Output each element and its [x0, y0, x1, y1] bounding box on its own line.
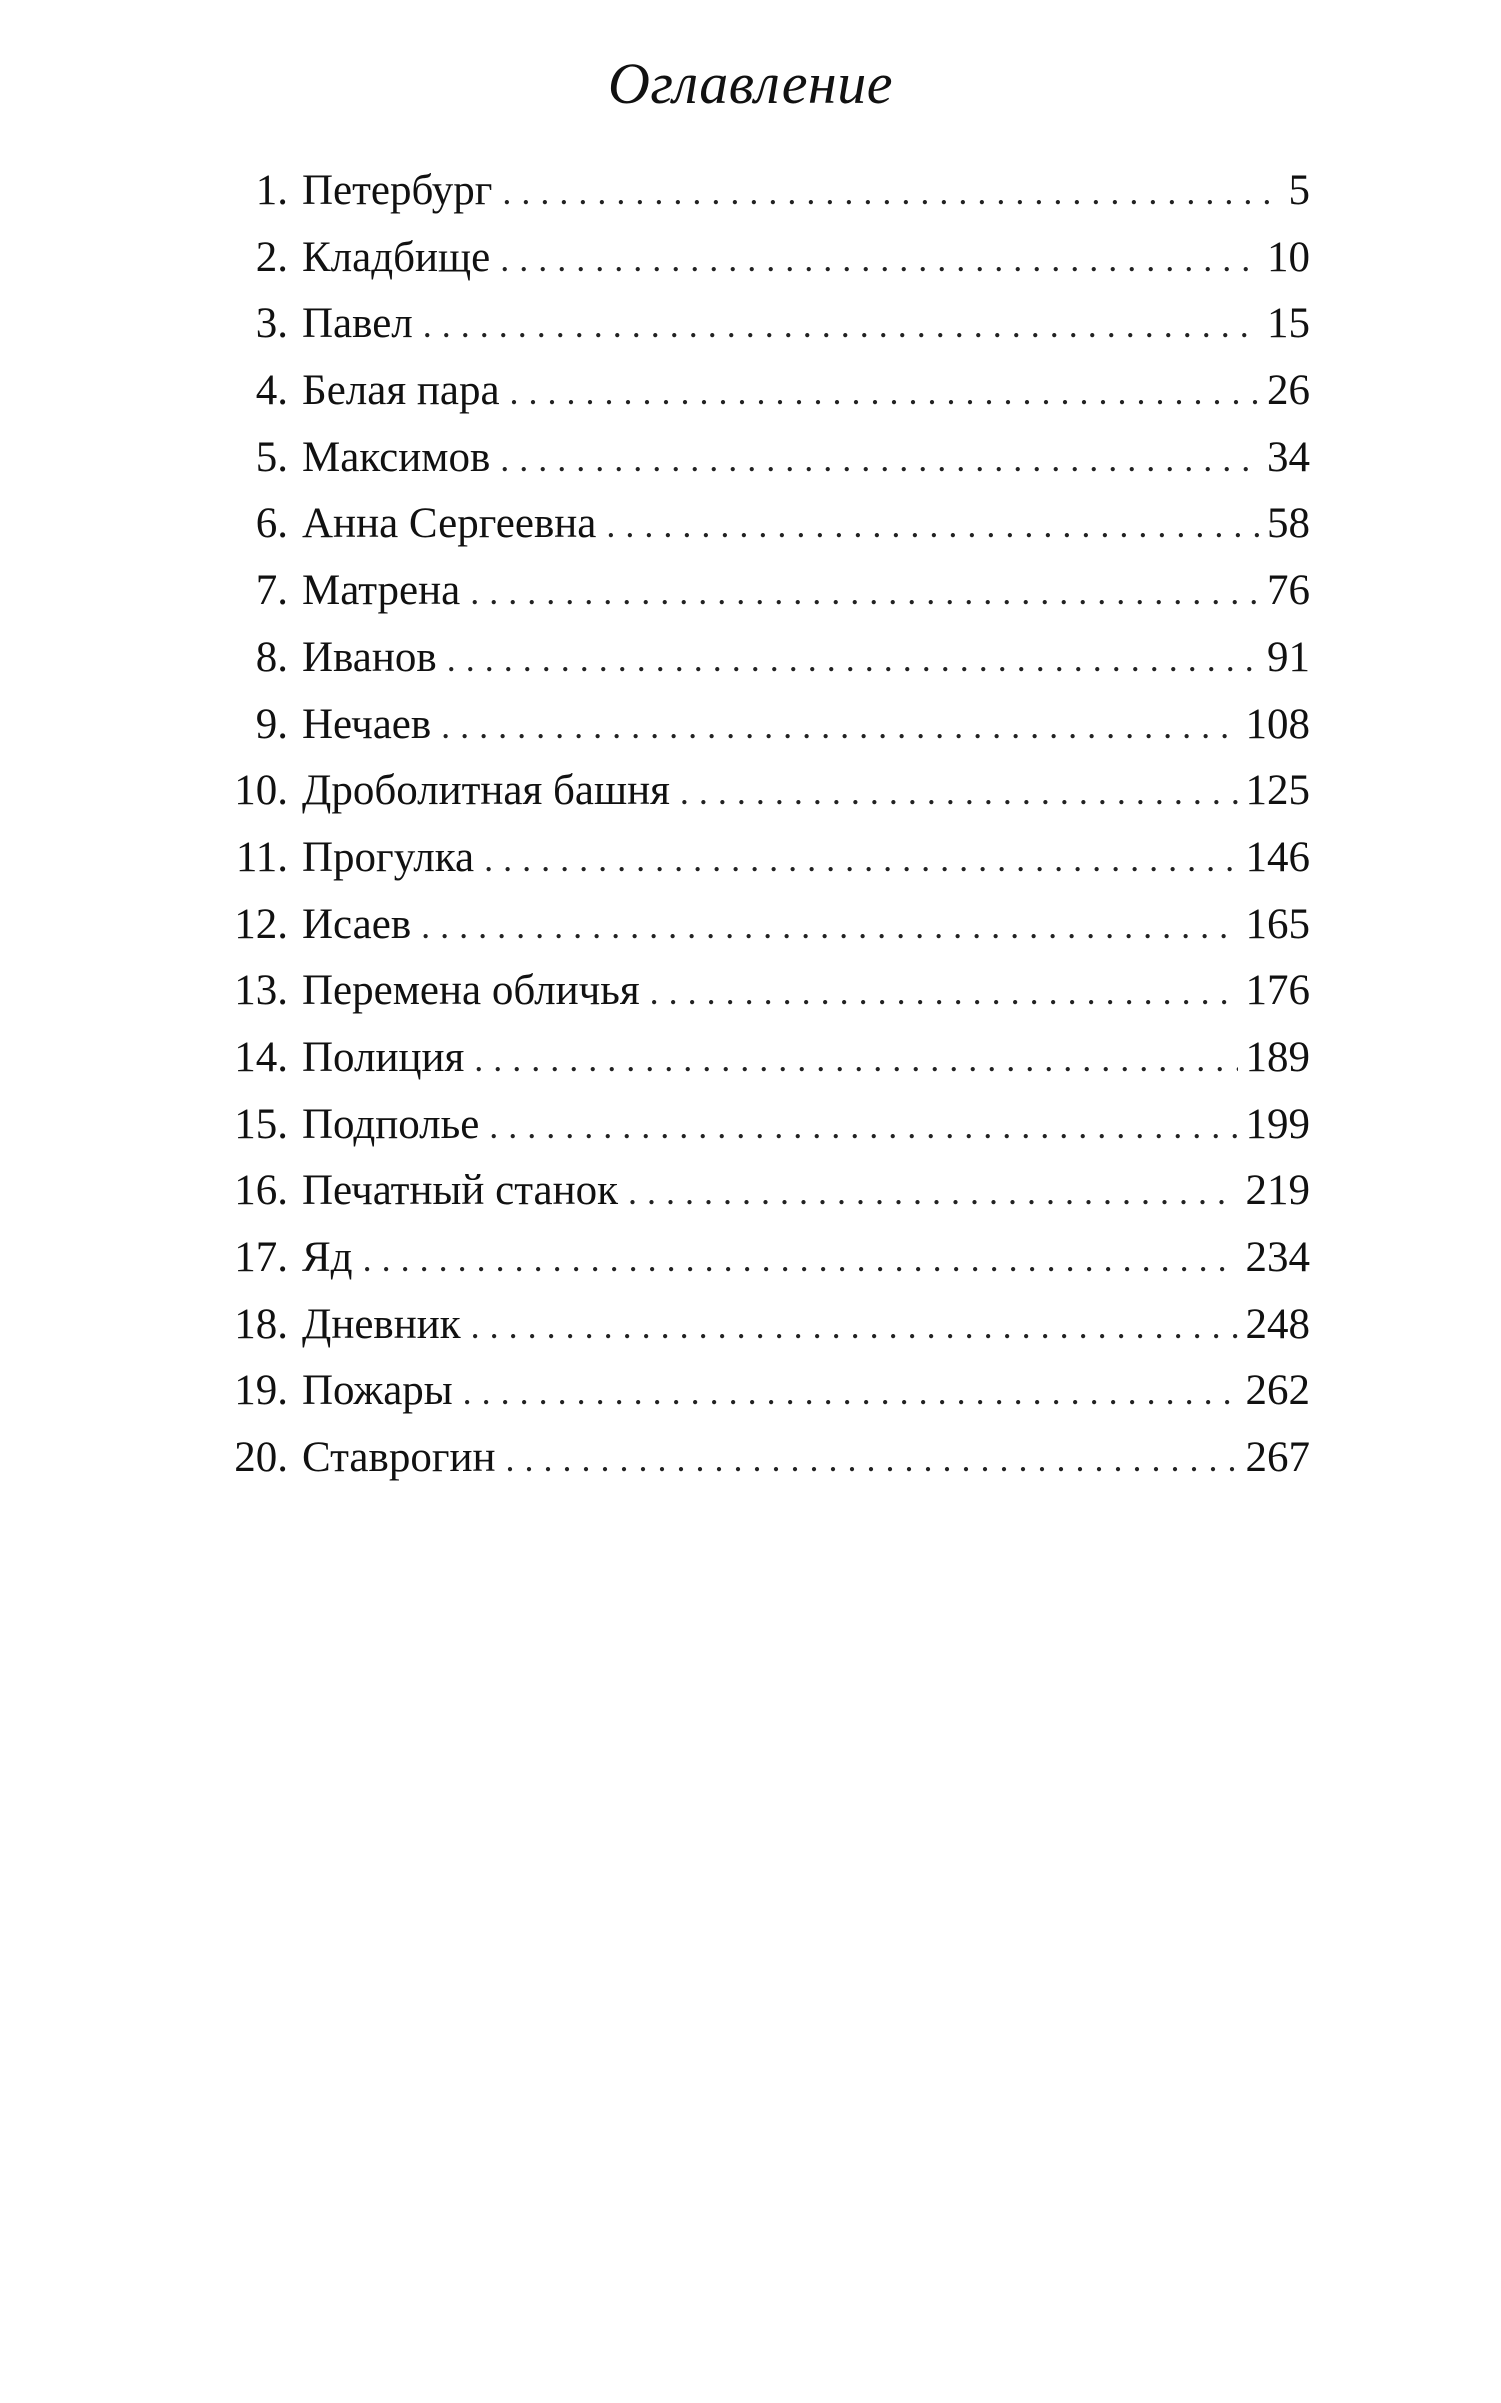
chapter-number: 15. — [234, 1100, 288, 1148]
page-number: 76 — [1267, 567, 1310, 615]
dot-leader — [500, 426, 1259, 492]
toc-entry — [216, 1225, 1310, 1292]
dot-leader — [484, 826, 1237, 892]
chapter-title: Ставрогин — [302, 1434, 496, 1482]
toc-entry — [216, 625, 1310, 692]
page-number: 5 — [1288, 167, 1310, 214]
dot-leader — [502, 159, 1272, 225]
page-number: 108 — [1245, 700, 1310, 748]
page-number: 199 — [1245, 1100, 1310, 1148]
chapter-number: 20. — [234, 1434, 288, 1482]
chapter-number: 7. — [255, 567, 288, 615]
chapter-title: Кладбище — [302, 233, 491, 281]
chapter-title: Иванов — [302, 633, 437, 681]
chapter-title: Яд — [302, 1234, 353, 1281]
dot-leader — [441, 693, 1237, 759]
dot-leader — [680, 759, 1238, 825]
dot-leader — [470, 559, 1259, 625]
page-number: 15 — [1267, 300, 1310, 348]
toc-entry — [216, 425, 1310, 492]
chapter-number: 6. — [255, 500, 288, 548]
toc-entry — [216, 1025, 1310, 1092]
toc-entry — [216, 1158, 1310, 1225]
toc-entry — [216, 825, 1310, 892]
chapter-title: Перемена обличья — [302, 967, 640, 1015]
chapter-title: Полиция — [302, 1033, 465, 1081]
chapter-title: Прогулка — [302, 833, 475, 881]
dot-leader — [650, 959, 1238, 1025]
toc-entry — [216, 758, 1310, 825]
dot-leader — [447, 626, 1259, 692]
chapter-number: 2. — [255, 233, 288, 281]
chapter-title: Печатный станок — [302, 1167, 619, 1215]
chapter-title: Дроболитная башня — [302, 767, 670, 815]
chapter-title: Матрена — [302, 567, 461, 615]
dot-leader — [474, 1026, 1237, 1092]
page-number: 165 — [1245, 900, 1310, 948]
dot-leader — [421, 893, 1237, 959]
chapter-number: 1. — [255, 167, 288, 214]
chapter-number: 4. — [255, 367, 288, 415]
chapter-title: Белая пара — [302, 367, 500, 415]
chapter-number: 9. — [255, 700, 288, 748]
toc-entry — [216, 291, 1310, 358]
toc-entry — [216, 158, 1310, 225]
chapter-title: Пожары — [302, 1367, 453, 1415]
chapter-title: Анна Сергеевна — [302, 500, 597, 548]
page-number: 91 — [1267, 633, 1310, 681]
page-number: 10 — [1267, 233, 1310, 281]
chapter-title: Максимов — [302, 433, 491, 481]
chapter-number: 13. — [234, 967, 288, 1015]
page-number: 248 — [1245, 1300, 1310, 1348]
table-of-contents — [216, 158, 1310, 1492]
page-number: 234 — [1245, 1234, 1310, 1281]
dot-leader — [471, 1293, 1238, 1359]
toc-entry — [216, 1425, 1310, 1492]
chapter-number: 19. — [234, 1367, 288, 1415]
chapter-number: 8. — [255, 633, 288, 681]
page-number: 146 — [1245, 833, 1310, 881]
dot-leader — [606, 492, 1259, 558]
dot-leader — [463, 1359, 1238, 1425]
dot-leader — [510, 359, 1259, 425]
dot-leader — [423, 292, 1259, 358]
chapter-number: 12. — [234, 900, 288, 948]
page-number: 267 — [1245, 1434, 1310, 1482]
chapter-title: Петербург — [302, 167, 493, 214]
chapter-title: Подполье — [302, 1100, 480, 1148]
chapter-title: Павел — [302, 300, 413, 348]
page-number: 189 — [1245, 1033, 1310, 1081]
toc-entry — [216, 692, 1310, 759]
dot-leader — [505, 1426, 1237, 1492]
page-number: 26 — [1267, 367, 1310, 415]
chapter-number: 10. — [234, 767, 288, 815]
chapter-title: Нечаев — [302, 700, 432, 748]
chapter-number: 18. — [234, 1300, 288, 1348]
chapter-number: 3. — [255, 300, 288, 348]
toc-entry — [216, 491, 1310, 558]
chapter-title: Исаев — [302, 900, 412, 948]
toc-entry — [216, 1092, 1310, 1159]
chapter-number: 5. — [255, 433, 288, 481]
toc-entry — [216, 958, 1310, 1025]
chapter-number: 16. — [234, 1167, 288, 1215]
toc-entry — [216, 558, 1310, 625]
chapter-number: 17. — [234, 1234, 288, 1281]
page-number: 34 — [1267, 433, 1310, 481]
toc-entry — [216, 892, 1310, 959]
chapter-number: 14. — [234, 1033, 288, 1081]
page-title: Оглавление — [608, 51, 893, 116]
dot-leader — [363, 1226, 1238, 1292]
toc-entry — [216, 1292, 1310, 1359]
page-number: 58 — [1267, 500, 1310, 548]
dot-leader — [500, 226, 1259, 292]
page-number: 262 — [1245, 1367, 1310, 1415]
dot-leader — [628, 1159, 1237, 1225]
page-number: 219 — [1245, 1167, 1310, 1215]
toc-entry — [216, 1358, 1310, 1425]
dot-leader — [489, 1093, 1237, 1159]
toc-entry — [216, 358, 1310, 425]
chapter-title: Дневник — [302, 1300, 461, 1348]
toc-entry — [216, 225, 1310, 292]
page-number: 125 — [1245, 767, 1310, 815]
page-number: 176 — [1245, 967, 1310, 1015]
chapter-number: 11. — [235, 833, 288, 881]
